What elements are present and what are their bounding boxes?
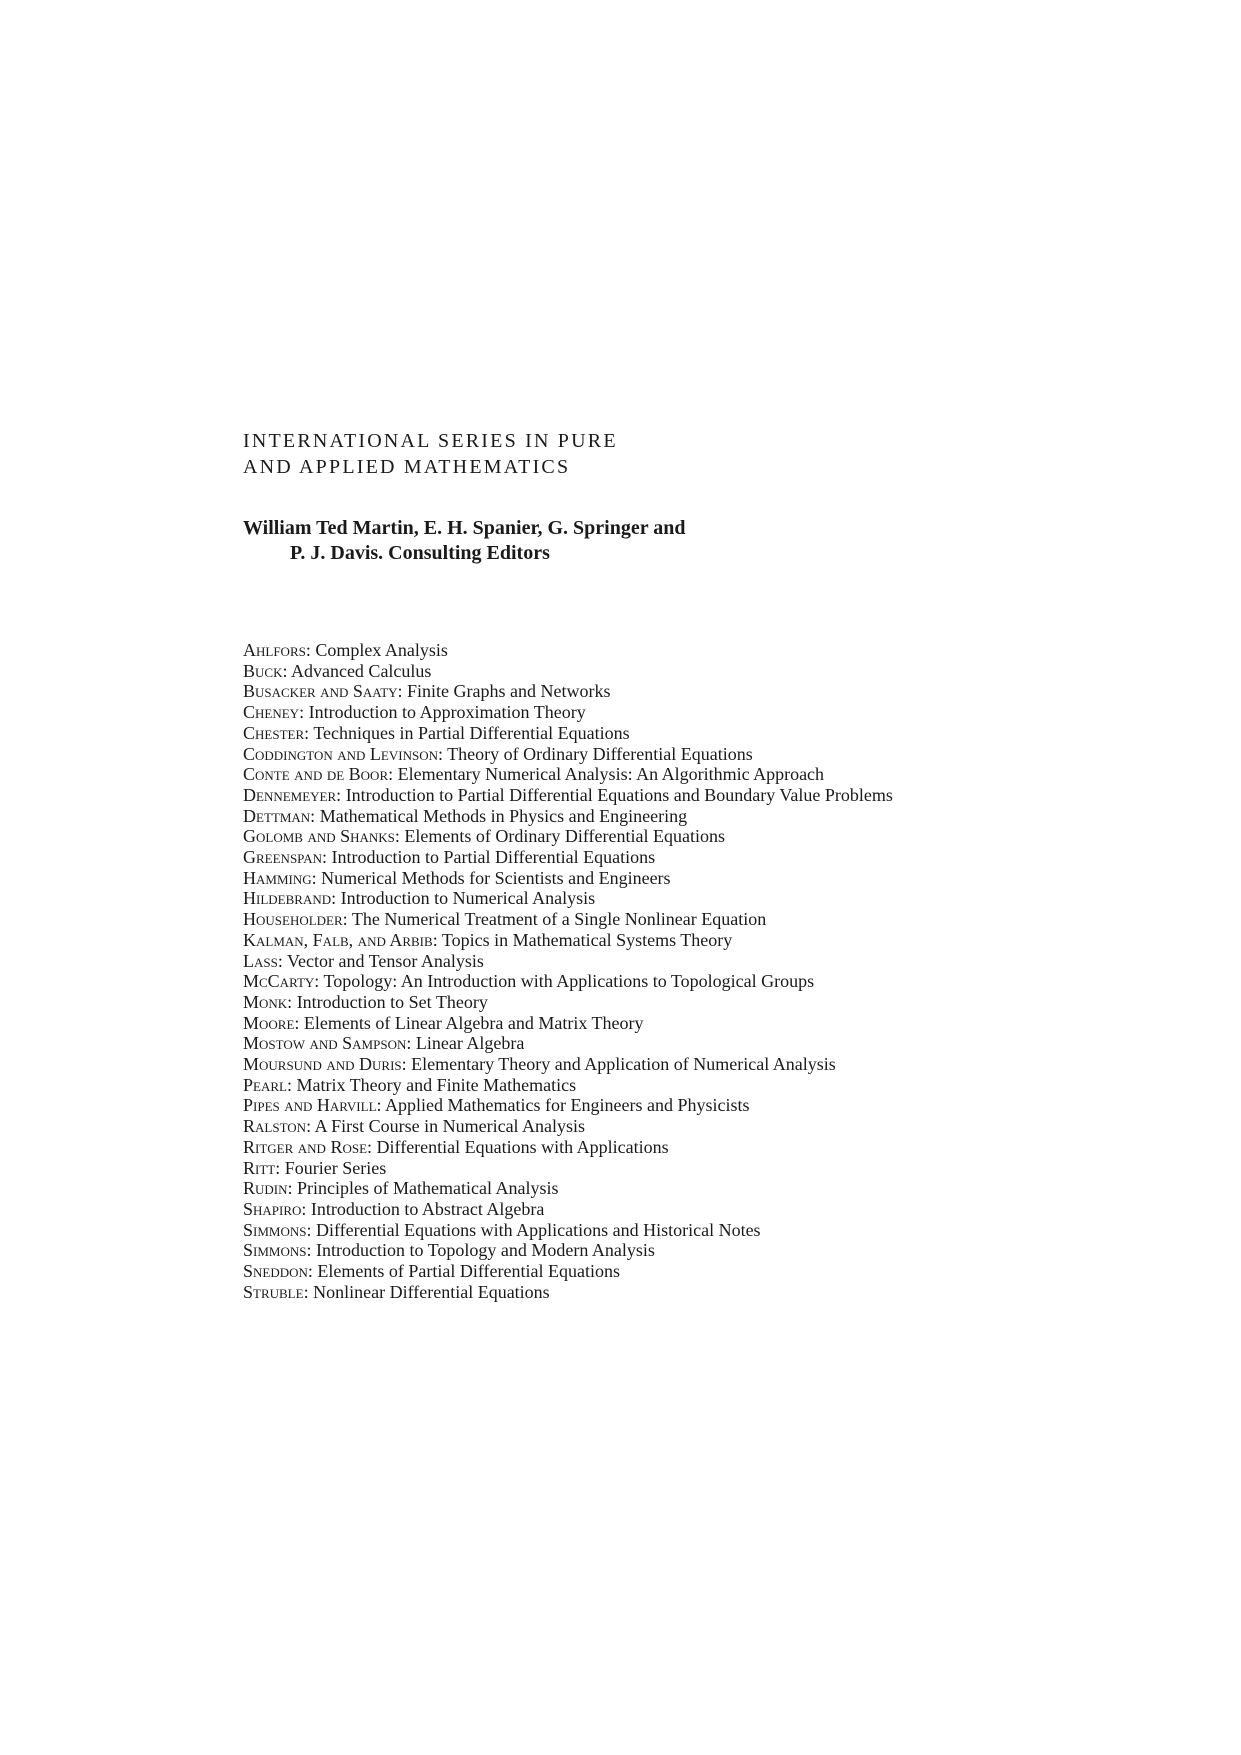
book-title: Mathematical Methods in Physics and Engineering [319, 805, 688, 826]
book-author: Rudin [243, 1178, 288, 1199]
book-entry: Cheney: Introduction to Approximation Theory [243, 702, 586, 723]
book-title: Introduction to Partial Differential Equations [331, 847, 656, 868]
book-entry: Monk: Introduction to Set Theory [243, 991, 488, 1012]
book-entry: Moursund and Duris: Elementary Theory and Application of Numerical Analysis [243, 1054, 836, 1075]
book-author: Buck [243, 660, 283, 681]
book-title: Introduction to Approximation Theory [308, 702, 586, 723]
book-author: Coddington and Levinson [243, 743, 438, 764]
book-entry: Shapiro: Introduction to Abstract Algebra [243, 1198, 545, 1219]
book-entry: Struble: Nonlinear Differential Equations [243, 1281, 550, 1302]
book-author: Kalman, Falb, and Arbib [243, 929, 433, 950]
book-entry: Hamming: Numerical Methods for Scientists and Engineers [243, 867, 671, 888]
book-entry: Buck: Advanced Calculus [243, 660, 432, 681]
book-title: Introduction to Abstract Algebra [310, 1198, 545, 1219]
book-author: Pearl [243, 1074, 287, 1095]
book-entry: Rudin: Principles of Mathematical Analysis [243, 1178, 559, 1199]
book-author: Cheney [243, 702, 300, 723]
book-title: Introduction to Partial Differential Equations and Boundary Value Problems [345, 784, 893, 805]
book-author: Dennemeyer [243, 784, 337, 805]
book-title: Elements of Linear Algebra and Matrix Theory [303, 1012, 644, 1033]
book-author: Shapiro [243, 1198, 302, 1219]
book-list [243, 640, 943, 1303]
book-entry: Ritger and Rose: Differential Equations with Applications [243, 1136, 669, 1157]
book-author: Ahlfors [243, 640, 306, 660]
book-entry: Dettman: Mathematical Methods in Physics and Engineering [243, 805, 688, 826]
book-entry: Householder: The Numerical Treatment of a Single Nonlinear Equation [243, 909, 767, 930]
book-title: Nonlinear Differential Equations [313, 1281, 550, 1302]
book-entry: Golomb and Shanks: Elements of Ordinary Differential Equations [243, 826, 725, 847]
book-author: McCarty [243, 971, 315, 992]
book-author: Ralston [243, 1116, 307, 1137]
series-title-line-1: INTERNATIONAL SERIES IN PURE [243, 430, 618, 452]
book-title: Vector and Tensor Analysis [287, 950, 484, 971]
book-title: Theory of Ordinary Differential Equations [447, 743, 753, 764]
book-title: Introduction to Set Theory [296, 991, 488, 1012]
book-title: Introduction to Topology and Modern Analysis [315, 1240, 655, 1261]
book-title: Linear Algebra [415, 1033, 525, 1054]
book-author: Ritt [243, 1157, 276, 1178]
book-author: Chester [243, 722, 305, 743]
book-author: Householder [243, 909, 343, 930]
book-entry: Simmons: Differential Equations with Applications and Historical Notes [243, 1219, 761, 1240]
book-title: Elementary Numerical Analysis: An Algorithmic Approach [397, 764, 825, 785]
book-title: Differential Equations with Applications [376, 1136, 669, 1157]
book-entry: Pipes and Harvill: Applied Mathematics for Engineers and Physicists [243, 1095, 750, 1116]
book-author: Struble [243, 1281, 304, 1302]
book-entry: McCarty: Topology: An Introduction with Applications to Topological Groups [243, 971, 815, 992]
book-entry: Conte and de Boor: Elementary Numerical Analysis: An Algorithmic Approach [243, 764, 825, 785]
book-author: Hamming [243, 867, 312, 888]
book-entry: Busacker and Saaty: Finite Graphs and Networks [243, 681, 611, 702]
book-entry: Simmons: Introduction to Topology and Modern Analysis [243, 1240, 655, 1261]
book-entry: Greenspan: Introduction to Partial Differential Equations [243, 847, 656, 868]
book-entry: Ritt: Fourier Series [243, 1157, 387, 1178]
book-title: Elementary Theory and Application of Numerical Analysis [411, 1054, 836, 1075]
editors-line-2: P. J. Davis. Consulting Editors [290, 542, 550, 564]
book-title: Topology: An Introduction with Applications to Topological Groups [323, 971, 815, 992]
book-title: Elements of Ordinary Differential Equations [404, 826, 725, 847]
book-author: Hildebrand [243, 888, 332, 909]
editors-line-1: William Ted Martin, E. H. Spanier, G. Springer and [243, 517, 686, 539]
book-title: Matrix Theory and Finite Mathematics [296, 1074, 577, 1095]
book-title: Numerical Methods for Scientists and Engineers [321, 867, 671, 888]
book-author: Conte and de Boor [243, 764, 389, 785]
book-entry: Lass: Vector and Tensor Analysis [243, 950, 484, 971]
book-author: Simmons [243, 1219, 307, 1240]
series-title [243, 428, 618, 480]
book-author: Busacker and Saaty [243, 681, 398, 702]
book-title: Techniques in Partial Differential Equations [313, 722, 630, 743]
book-author: Mostow and Sampson [243, 1033, 407, 1054]
book-title: A First Course in Numerical Analysis [314, 1116, 586, 1137]
book-entry: Chester: Techniques in Partial Differential Equations [243, 722, 630, 743]
book-author: Dettman [243, 805, 311, 826]
book-entry: Kalman, Falb, and Arbib: Topics in Mathematical Systems Theory [243, 929, 733, 950]
book-title: Advanced Calculus [290, 660, 432, 681]
book-entry: Mostow and Sampson: Linear Algebra [243, 1033, 525, 1054]
book-entry: Coddington and Levinson: Theory of Ordinary Differential Equations [243, 743, 753, 764]
book-title: Fourier Series [284, 1157, 387, 1178]
book-title: Elements of Partial Differential Equations [317, 1261, 621, 1282]
book-author: Simmons [243, 1240, 307, 1261]
book-entry: Ahlfors: Complex Analysis [243, 640, 448, 660]
book-title: Principles of Mathematical Analysis [297, 1178, 559, 1199]
book-entry: Hildebrand: Introduction to Numerical Analysis [243, 888, 596, 909]
book-author: Golomb and Shanks [243, 826, 395, 847]
consulting-editors [243, 516, 686, 566]
book-author: Moore [243, 1012, 295, 1033]
book-title: Applied Mathematics for Engineers and Physicists [385, 1095, 750, 1116]
book-entry: Ralston: A First Course in Numerical Analysis [243, 1116, 586, 1137]
book-title: Finite Graphs and Networks [407, 681, 611, 702]
book-entry: Pearl: Matrix Theory and Finite Mathematics [243, 1074, 577, 1095]
book-entry: Dennemeyer: Introduction to Partial Differential Equations and Boundary Value Problems [243, 784, 893, 805]
book-title: The Numerical Treatment of a Single Nonlinear Equation [351, 909, 767, 930]
book-author: Greenspan [243, 847, 322, 868]
book-title: Introduction to Numerical Analysis [340, 888, 596, 909]
book-author: Lass [243, 950, 278, 971]
book-title: Topics in Mathematical Systems Theory [441, 929, 733, 950]
book-author: Sneddon [243, 1261, 308, 1282]
book-title: Complex Analysis [315, 640, 448, 660]
book-author: Pipes and Harvill [243, 1095, 377, 1116]
book-entry: Sneddon: Elements of Partial Differential Equations [243, 1261, 621, 1282]
book-author: Monk [243, 991, 288, 1012]
book-author: Ritger and Rose [243, 1136, 368, 1157]
book-entry: Moore: Elements of Linear Algebra and Matrix Theory [243, 1012, 644, 1033]
series-title-line-2: AND APPLIED MATHEMATICS [243, 456, 571, 478]
book-title: Differential Equations with Applications and Historical Notes [315, 1219, 761, 1240]
book-author: Moursund and Duris [243, 1054, 402, 1075]
